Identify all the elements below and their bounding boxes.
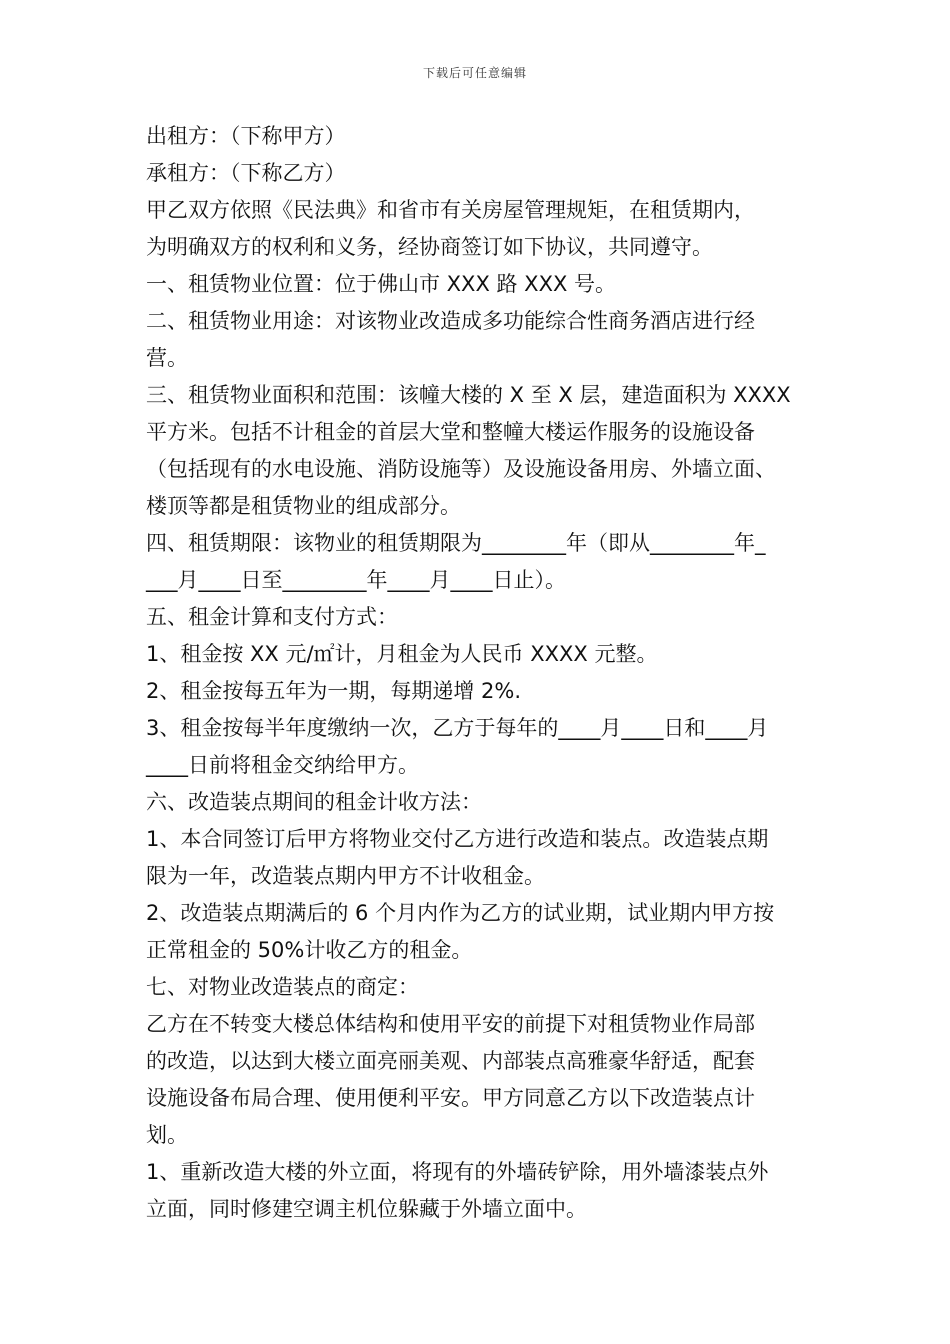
line-clause-5-item-3-cont: ____日前将租金交纳给甲方。 [146, 753, 419, 777]
line-preamble-2: 为明确双方的权利和义务，经协商签订如下协议，共同遵守。 [146, 235, 713, 259]
line-clause-7: 七、对物业改造装点的商定： [146, 975, 419, 999]
line-clause-5-item-2: 2、租金按每五年为一期，每期递增 2%. [146, 679, 522, 703]
line-clause-3-cont-3: 楼顶等都是租赁物业的组成部分。 [146, 494, 461, 518]
line-clause-4: 四、租赁期限：该物业的租赁期限为________年（即从________年_ [146, 531, 766, 555]
line-clause-5-item-3: 3、租金按每半年度缴纳一次，乙方于每年的____月____日和____月 [146, 716, 769, 740]
page-header-note: 下载后可任意编辑 [422, 66, 527, 80]
line-clause-1: 一、租赁物业位置：位于佛山市 XXX 路 XXX 号。 [146, 272, 617, 296]
line-lessor: 出租方：（下称甲方） [146, 124, 346, 148]
line-clause-7-item-1: 1、重新改造大楼的外立面，将现有的外墙砖铲除，用外墙漆装点外 [146, 1160, 769, 1184]
line-clause-4-cont: ___月____日至________年____月____日止）。 [146, 568, 566, 592]
line-clause-5-item-1: 1、租金按 XX 元/㎡计，月租金为人民币 XXXX 元整。 [146, 642, 658, 666]
line-clause-7-para-2: 的改造，以达到大楼立面亮丽美观、内部装点高雅豪华舒适，配套 [146, 1049, 755, 1073]
line-clause-6-item-1-cont: 限为一年，改造装点期内甲方不计收租金。 [146, 864, 545, 888]
contract-body [146, 118, 814, 1228]
line-clause-7-para-4: 划。 [146, 1123, 188, 1147]
line-clause-6-item-2-cont: 正常租金的 50%计收乙方的租金。 [146, 938, 473, 962]
line-clause-7-item-1-cont: 立面，同时修建空调主机位躲藏于外墙立面中。 [146, 1197, 587, 1221]
line-clause-6-item-1: 1、本合同签订后甲方将物业交付乙方进行改造和装点。改造装点期 [146, 827, 769, 851]
line-clause-3-cont-2: （包括现有的水电设施、消防设施等）及设施设备用房、外墙立面、 [146, 457, 776, 481]
line-clause-5: 五、租金计算和支付方式： [146, 605, 398, 629]
line-clause-3-cont-1: 平方米。包括不计租金的首层大堂和整幢大楼运作服务的设施设备 [146, 420, 755, 444]
line-clause-2: 二、租赁物业用途：对该物业改造成多功能综合性商务酒店进行经 [146, 309, 755, 333]
line-clause-2-cont: 营。 [146, 346, 188, 370]
line-clause-7-para-1: 乙方在不转变大楼总体结构和使用平安的前提下对租赁物业作局部 [146, 1012, 755, 1036]
line-clause-3: 三、租赁物业面积和范围：该幢大楼的 X 至 X 层，建造面积为 XXXX [146, 383, 791, 407]
line-clause-7-para-3: 设施设备布局合理、使用便利平安。甲方同意乙方以下改造装点计 [146, 1086, 755, 1110]
line-lessee: 承租方：（下称乙方） [146, 161, 346, 185]
line-clause-6: 六、改造装点期间的租金计收方法： [146, 790, 482, 814]
line-clause-6-item-2: 2、改造装点期满后的 6 个月内作为乙方的试业期，试业期内甲方按 [146, 901, 775, 925]
line-preamble-1: 甲乙双方依照《民法典》和省市有关房屋管理规矩，在租赁期内， [146, 198, 755, 222]
